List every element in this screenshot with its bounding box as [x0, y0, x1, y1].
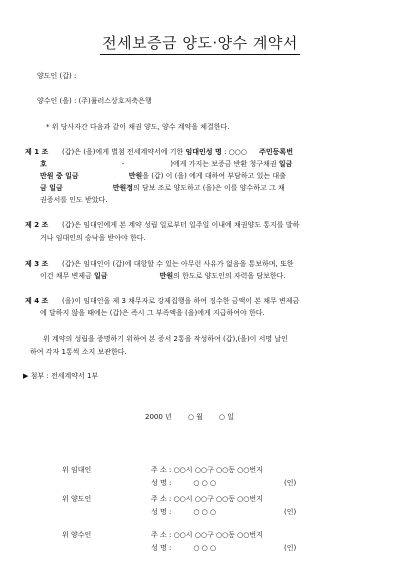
article-4-label: 제 4 조 — [25, 297, 49, 305]
signature-seal: (인) — [284, 479, 297, 487]
assignee-line: 양수인 (을) : (주)퓰러스상호저축은행 — [37, 97, 152, 105]
article-1-line-4: 금 일금 만원정의 담보 조로 양도하고 (을)은 이를 양수하고 그 채 — [40, 184, 285, 192]
article-2-line-2: 거나 임대인의 승낙을 받아야 한다. — [40, 234, 146, 242]
article-3-line-1: (갑)은 임대인이 (갑)에 대항할 수 있는 아무런 사유가 없음을 통보하며, 또한 — [62, 260, 294, 268]
signature-address: 주 소 : ○○시 ○○구 ○○동 ○○번지 — [151, 466, 263, 474]
signature-role: 위 임대인 — [62, 466, 92, 474]
article-1-line-2: 호 - )에게 가지는 보증금 반환 청구채권 일금 — [40, 160, 293, 168]
attachment-line: ▶ 첨부 : 전세계약서 1부 — [23, 372, 99, 380]
date-month: ○ 월 — [187, 413, 203, 421]
signature-name: 성 명 : ○ ○ ○ — [151, 544, 217, 552]
article-4-line-1: (을)이 임대인을 제 3 채무자로 강제집행을 하여 징수한 금액이 본 채무 변제금 — [62, 297, 300, 305]
article-2-label: 제 2 조 — [25, 221, 49, 229]
article-4-line-2: 에 달하지 않을 때에는 (갑)은 즉시 그 부족액을 (을)에게 지급하여야 한다. — [40, 309, 265, 317]
date-day: ○ 일 — [218, 413, 235, 421]
intro-text: * 위 당사자간 다음과 같이 채권 양도, 양수 계약을 체결한다. — [46, 123, 230, 131]
article-1-line-5: 권증서를 인도 받았다. — [40, 196, 108, 204]
signature-role: 위 양수인 — [62, 531, 92, 539]
signature-name: 성 명 : ○ ○ ○ — [151, 479, 217, 487]
date-line — [145, 414, 234, 421]
article-3-line-2: 이건 채무 변제금 일금 만원의 한도로 양도인의 자력을 담보한다. — [40, 272, 286, 280]
closing-line-1: 위 계약의 성립을 증명하기 위하여 본 증서 2통을 작성하여 (갑),(을)이 서명 날인 — [43, 335, 288, 343]
document-title: 전세보증금 양도·양수 계약서 — [0, 36, 400, 51]
signature-address: 주 소 : ○○시 ○○구 ○○동 ○○번지 — [151, 531, 263, 539]
article-3-label: 제 3 조 — [25, 260, 49, 268]
closing-line-2: 하여 각자 1통씩 소지 보관한다. — [30, 348, 127, 356]
signature-name: 성 명 : ○ ○ ○ — [151, 508, 217, 516]
signature-seal: (인) — [284, 508, 297, 516]
signature-seal: (인) — [284, 544, 297, 552]
signature-address: 주 소 : ○○시 ○○구 ○○동 ○○번지 — [151, 495, 263, 503]
article-1-label: 제 1 조 — [25, 148, 49, 156]
article-2-line-1: (갑)은 임대인에게 본 계약 성립 일로부터 일주일 이내에 채권양도 통지를 발하 — [62, 221, 300, 229]
article-1-line-1: (갑)은 (을)에게 별첨 전세계약서에 기한 임대인성 명 : ○○○ 주민등록번 — [62, 148, 293, 156]
article-1-line-3: 만원 중 일금 만원을 (갑) 이 (을) 에게 대하여 부담하고 있는 대출 — [40, 172, 286, 180]
assignor-line: 양도인 (갑) : — [37, 72, 77, 80]
date-year: 2000 년 — [145, 413, 172, 421]
signature-role: 위 양도인 — [62, 495, 92, 503]
